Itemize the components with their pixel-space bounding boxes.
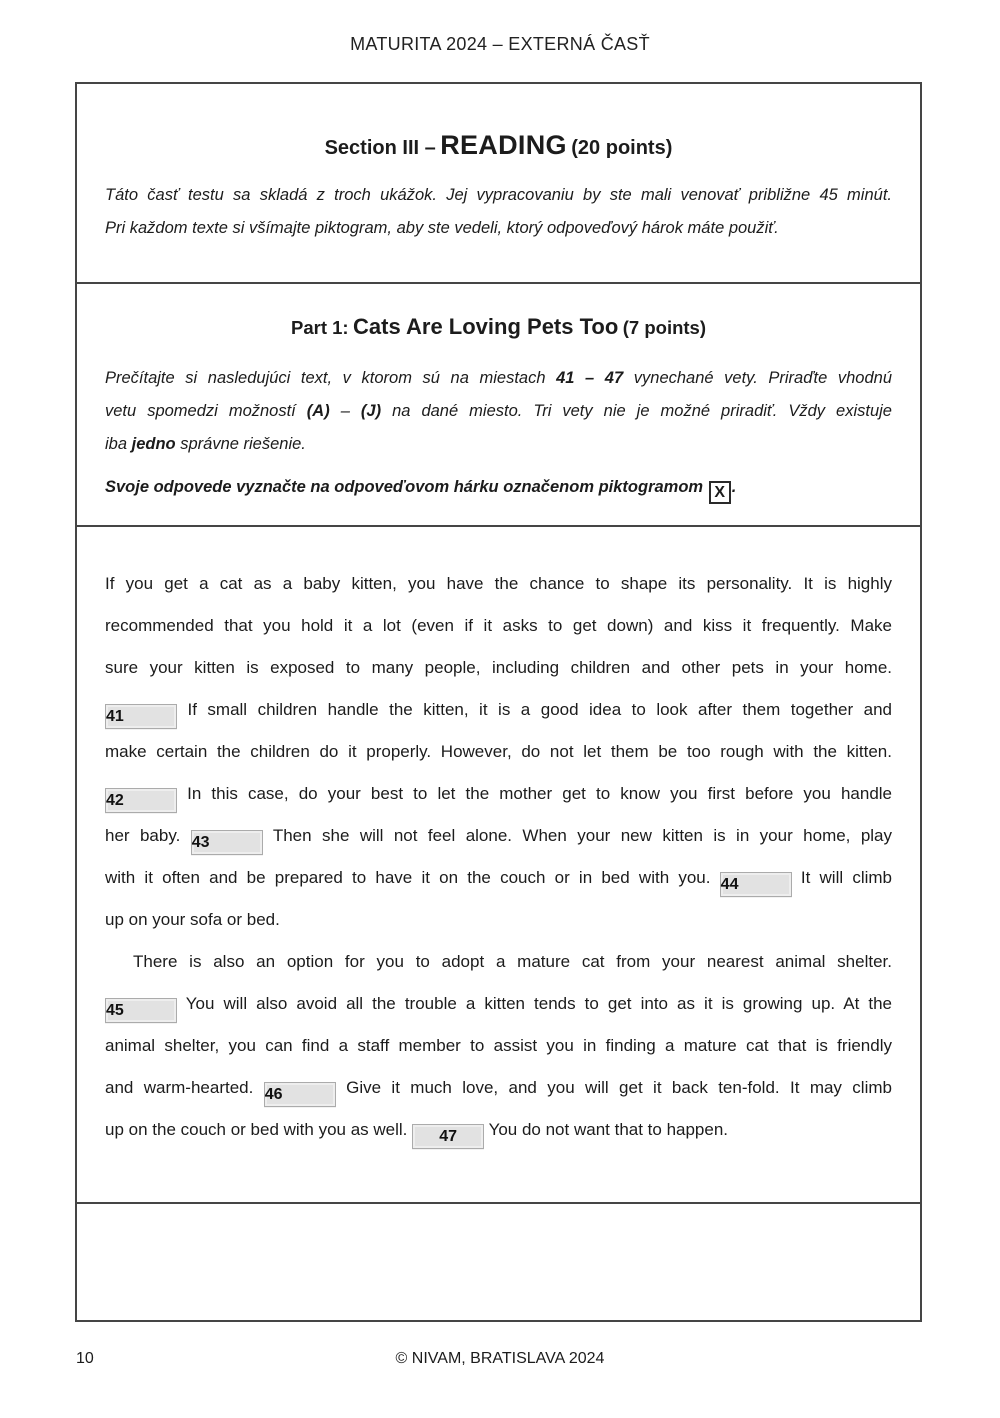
text-segment: up on your sofa or bed. — [105, 910, 280, 929]
text-segment: vynechané vety. Priraďte vhodnú — [633, 369, 892, 387]
section-part1-header — [77, 284, 920, 527]
text-segment: Pri každom texte si všímajte piktogram, aby ste vedeli, ktorý odpoveďový hárok máte použiť. — [105, 219, 779, 237]
gap-box-41: 41 — [105, 704, 177, 729]
passage-line — [105, 605, 892, 647]
gap-box-43: 43 — [191, 830, 263, 855]
text-segment: iba — [105, 435, 128, 453]
text-segment: (J) — [360, 402, 382, 420]
exam-content-frame — [75, 82, 922, 1322]
text-segment: In this case, do your best to let the mother get to know you first before you handle — [187, 784, 893, 803]
text-segment: správne riešenie. — [180, 435, 306, 453]
text-segment: (A) — [306, 402, 330, 420]
intro-line — [105, 179, 892, 212]
document-header: MATURITA 2024 – EXTERNÁ ČASŤ — [350, 34, 650, 54]
section-intro-instructions — [105, 179, 892, 245]
text-segment: animal shelter, you can find a staff member to assist you in finding a mature cat that is friendly — [105, 1036, 892, 1055]
part1-title-points: (7 points) — [622, 317, 706, 338]
passage-line — [105, 815, 892, 857]
text-segment: up on the couch or bed with you as well. — [105, 1120, 408, 1139]
gap-box-46: 46 — [264, 1082, 336, 1107]
answer-sheet-pictogram-icon: X — [709, 481, 731, 504]
text-segment: If you get a cat as a baby kitten, you have the chance to shape its personality. It is highly — [105, 574, 892, 593]
passage-line — [105, 1025, 892, 1067]
section-reading-intro — [77, 84, 920, 284]
part1-title-main: Cats Are Loving Pets Too — [353, 314, 619, 339]
text-segment: na dané miesto. Tri vety nie je možné priradiť. Vždy existuje — [392, 402, 892, 420]
gap-box-44: 44 — [720, 872, 792, 897]
text-segment: jedno — [131, 435, 176, 453]
passage-line — [105, 647, 892, 689]
section-title-main: READING — [440, 130, 567, 160]
copyright-notice: © NIVAM, BRATISLAVA 2024 — [395, 1350, 605, 1367]
text-segment: If small children handle the kitten, it is a good idea to look after them together and — [187, 700, 892, 719]
text-segment: vetu spomedzi možností — [105, 402, 296, 420]
text-segment: with it often and be prepared to have it on the couch or in bed with you. — [105, 868, 711, 887]
section-title-prefix: Section III – — [324, 137, 436, 159]
passage-line — [105, 689, 892, 731]
text-segment: make certain the children do it properly. However, do not let them be too rough with the kitten. — [105, 742, 892, 761]
text-segment: You do not want that to happen. — [488, 1120, 729, 1139]
text-segment: – — [340, 402, 350, 420]
text-segment: Svoje odpovede vyznačte na odpoveďovom hárku označenom piktogramom — [105, 478, 704, 496]
text-segment: and warm-hearted. — [105, 1078, 254, 1097]
passage-line — [105, 773, 892, 815]
text-segment: Táto časť testu sa skladá z troch ukážok. Jej vypracovaniu by ste mali venovať približne 45 minút. — [105, 186, 892, 204]
part1-answer-sheet-note — [105, 471, 892, 504]
gap-box-42: 42 — [105, 788, 177, 813]
part1-title — [105, 314, 892, 340]
text-segment: Then she will not feel alone. When your new kitten is in your home, play — [272, 826, 893, 845]
text-segment: You will also avoid all the trouble a kitten tends to get into as it is growing up. At the — [185, 994, 892, 1013]
answer-note-line — [105, 471, 892, 504]
text-segment: There is also an option for you to adopt a mature cat from your nearest animal shelter. — [133, 952, 892, 971]
gap-box-47: 47 — [412, 1124, 484, 1149]
instruction-line — [105, 428, 892, 461]
text-segment: Give it much love, and you will get it back ten-fold. It may climb — [346, 1078, 892, 1097]
text-segment: . — [731, 478, 737, 496]
text-segment: 41 – 47 — [556, 369, 624, 387]
text-segment: recommended that you hold it a lot (even if it asks to get down) and kiss it frequently. Make — [105, 616, 892, 635]
section-title — [105, 130, 892, 161]
section-reading-passage — [77, 527, 920, 1204]
passage-line — [105, 1109, 892, 1151]
part1-title-prefix: Part 1: — [291, 317, 349, 338]
section-title-points: (20 points) — [571, 137, 673, 159]
passage-line — [105, 1067, 892, 1109]
passage-line — [105, 983, 892, 1025]
text-segment: her baby. — [105, 826, 181, 845]
gap-box-45: 45 — [105, 998, 177, 1023]
section-empty — [77, 1204, 920, 1320]
passage-line — [105, 941, 892, 983]
page-number: 10 — [76, 1350, 94, 1367]
instruction-line — [105, 362, 892, 395]
intro-line — [105, 212, 892, 245]
passage-line — [105, 857, 892, 899]
reading-passage — [105, 563, 892, 1151]
part1-instructions — [105, 362, 892, 461]
text-segment: sure your kitten is exposed to many people, including children and other pets in your home. — [105, 658, 892, 677]
text-segment: It will climb — [800, 868, 892, 887]
passage-line — [105, 731, 892, 773]
passage-line — [105, 899, 892, 941]
passage-line — [105, 563, 892, 605]
instruction-line — [105, 395, 892, 428]
page-footer — [0, 1350, 1000, 1374]
text-segment: Prečítajte si nasledujúci text, v ktorom sú na miestach — [105, 369, 546, 387]
